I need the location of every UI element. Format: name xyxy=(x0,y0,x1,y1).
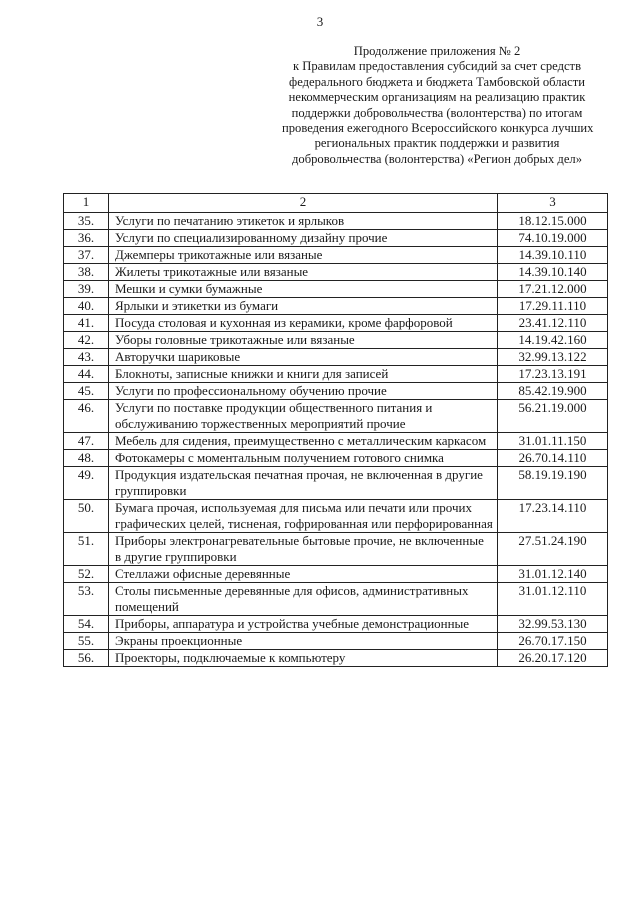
products-table xyxy=(63,193,608,667)
okpd-code-cell: 17.23.13.191 xyxy=(498,366,608,383)
item-name-text: Мешки и сумки бумажные xyxy=(115,281,263,296)
table-row xyxy=(64,533,608,566)
table-row xyxy=(64,281,608,298)
item-name-cell xyxy=(109,566,498,583)
item-name-cell xyxy=(109,400,498,433)
table-row xyxy=(64,383,608,400)
item-name-cell xyxy=(109,247,498,264)
item-name-cell xyxy=(109,332,498,349)
okpd-code-cell: 18.12.15.000 xyxy=(498,213,608,230)
row-number-cell: 35. xyxy=(64,213,109,230)
item-name-cell xyxy=(109,583,498,616)
heading-line: Продолжение приложения № 2 xyxy=(353,44,521,58)
table-header-row xyxy=(64,194,608,213)
table-row xyxy=(64,433,608,450)
row-number-cell: 40. xyxy=(64,298,109,315)
row-number-cell: 44. xyxy=(64,366,109,383)
row-number-cell: 36. xyxy=(64,230,109,247)
heading-line: поддержки добровольчества (волонтерства) по итогам xyxy=(291,105,583,120)
item-name-cell xyxy=(109,383,498,400)
heading-line: проведения ежегодного Всероссийского конкурса лучших xyxy=(282,121,594,136)
okpd-code-cell: 14.39.10.140 xyxy=(498,264,608,281)
item-name-cell xyxy=(109,298,498,315)
item-name-text: Джемперы трикотажные или вязаные xyxy=(115,247,323,262)
table-row xyxy=(64,583,608,616)
table-row xyxy=(64,400,608,433)
table-row xyxy=(64,298,608,315)
table-row xyxy=(64,213,608,230)
item-name-cell xyxy=(109,616,498,633)
row-number-cell: 50. xyxy=(64,500,109,533)
item-name-cell xyxy=(109,500,498,533)
table-row xyxy=(64,450,608,467)
row-number-cell: 47. xyxy=(64,433,109,450)
item-name-text: Стеллажи офисные деревянные xyxy=(115,566,291,581)
item-name-text: Приборы электронагревательные бытовые прочие, не включенные в другие группировки xyxy=(115,533,484,564)
table-row xyxy=(64,467,608,500)
okpd-code-cell: 31.01.11.150 xyxy=(498,433,608,450)
row-number-cell: 46. xyxy=(64,400,109,433)
row-number-cell: 52. xyxy=(64,566,109,583)
item-name-text: Услуги по специализированному дизайну прочие xyxy=(115,230,388,245)
item-name-text: Фотокамеры с моментальным получением готового снимка xyxy=(115,450,444,465)
table-row xyxy=(64,315,608,332)
heading-line: некоммерческим организациям на реализацию практик xyxy=(288,90,586,105)
item-name-cell xyxy=(109,349,498,366)
row-number-cell: 38. xyxy=(64,264,109,281)
row-number-cell: 45. xyxy=(64,383,109,400)
table-row xyxy=(64,500,608,533)
table-row xyxy=(64,366,608,383)
heading-line: федерального бюджета и бюджета Тамбовской области xyxy=(289,74,585,89)
item-name-text: Посуда столовая и кухонная из керамики, кроме фарфоровой xyxy=(115,315,453,330)
item-name-text: Ярлыки и этикетки из бумаги xyxy=(115,298,279,313)
okpd-code-cell: 23.41.12.110 xyxy=(498,315,608,332)
item-name-text: Услуги по печатанию этикеток и ярлыков xyxy=(115,213,345,228)
row-number-cell: 48. xyxy=(64,450,109,467)
item-name-cell xyxy=(109,433,498,450)
item-name-text: Уборы головные трикотажные или вязаные xyxy=(115,332,355,347)
row-number-cell: 54. xyxy=(64,616,109,633)
okpd-code-cell: 85.42.19.900 xyxy=(498,383,608,400)
table-row xyxy=(64,230,608,247)
okpd-code-cell: 31.01.12.140 xyxy=(498,566,608,583)
heading-line: региональных практик поддержки и развития xyxy=(314,136,560,151)
item-name-cell xyxy=(109,264,498,281)
row-number-cell: 49. xyxy=(64,467,109,500)
item-name-cell xyxy=(109,230,498,247)
table-row xyxy=(64,633,608,650)
table-row xyxy=(64,650,608,667)
item-name-cell xyxy=(109,467,498,500)
table-row xyxy=(64,349,608,366)
okpd-code-cell: 26.70.17.150 xyxy=(498,633,608,650)
item-name-cell xyxy=(109,533,498,566)
item-name-text: Блокноты, записные книжки и книги для записей xyxy=(115,366,389,381)
item-name-text: Экраны проекционные xyxy=(115,633,243,648)
appendix-heading xyxy=(282,44,592,167)
heading-line: к Правилам предоставления субсидий за счет средств xyxy=(292,59,582,74)
item-name-cell xyxy=(109,366,498,383)
okpd-code-cell: 17.23.14.110 xyxy=(498,500,608,533)
okpd-code-cell: 32.99.53.130 xyxy=(498,616,608,633)
okpd-code-cell: 14.19.42.160 xyxy=(498,332,608,349)
okpd-code-cell: 56.21.19.000 xyxy=(498,400,608,433)
header-cell-code: 3 xyxy=(498,194,608,213)
table-row xyxy=(64,332,608,349)
header-cell-name: 2 xyxy=(109,194,498,213)
okpd-code-cell: 14.39.10.110 xyxy=(498,247,608,264)
row-number-cell: 43. xyxy=(64,349,109,366)
row-number-cell: 51. xyxy=(64,533,109,566)
item-name-text: Продукция издательская печатная прочая, не включенная в другие группировки xyxy=(115,467,483,498)
row-number-cell: 53. xyxy=(64,583,109,616)
row-number-cell: 56. xyxy=(64,650,109,667)
item-name-text: Услуги по поставке продукции общественного питания и обслуживанию торжественных мероприятий прочие xyxy=(115,400,433,431)
row-number-cell: 42. xyxy=(64,332,109,349)
item-name-text: Проекторы, подключаемые к компьютеру xyxy=(115,650,346,665)
okpd-code-cell: 27.51.24.190 xyxy=(498,533,608,566)
okpd-code-cell: 26.20.17.120 xyxy=(498,650,608,667)
table-row xyxy=(64,616,608,633)
okpd-code-cell: 17.21.12.000 xyxy=(498,281,608,298)
page-number: 3 xyxy=(316,14,324,29)
okpd-code-cell: 32.99.13.122 xyxy=(498,349,608,366)
okpd-code-cell: 31.01.12.110 xyxy=(498,583,608,616)
item-name-text: Бумага прочая, используемая для письма или печати или прочих графических целей, тисненая, гофрированная или перфорированная xyxy=(115,500,493,531)
item-name-cell xyxy=(109,650,498,667)
row-number-cell: 37. xyxy=(64,247,109,264)
item-name-text: Столы письменные деревянные для офисов, административных помещений xyxy=(115,583,469,614)
item-name-text: Мебель для сидения, преимущественно с металлическим каркасом xyxy=(115,433,487,448)
okpd-code-cell: 74.10.19.000 xyxy=(498,230,608,247)
okpd-code-cell: 17.29.11.110 xyxy=(498,298,608,315)
item-name-text: Приборы, аппаратура и устройства учебные демонстрационные xyxy=(115,616,470,631)
item-name-text: Жилеты трикотажные или вязаные xyxy=(115,264,309,279)
row-number-cell: 39. xyxy=(64,281,109,298)
okpd-code-cell: 26.70.14.110 xyxy=(498,450,608,467)
row-number-cell: 41. xyxy=(64,315,109,332)
header-cell-number: 1 xyxy=(64,194,109,213)
item-name-text: Авторучки шариковые xyxy=(115,349,241,364)
heading-line: добровольчества (волонтерства) «Регион добрых дел» xyxy=(291,151,583,166)
okpd-code-cell: 58.19.19.190 xyxy=(498,467,608,500)
table-row xyxy=(64,264,608,281)
item-name-cell xyxy=(109,281,498,298)
item-name-text: Услуги по профессиональному обучению прочие xyxy=(115,383,387,398)
table-row xyxy=(64,566,608,583)
item-name-cell xyxy=(109,633,498,650)
item-name-cell xyxy=(109,315,498,332)
item-name-cell xyxy=(109,213,498,230)
row-number-cell: 55. xyxy=(64,633,109,650)
item-name-cell xyxy=(109,450,498,467)
table-row xyxy=(64,247,608,264)
